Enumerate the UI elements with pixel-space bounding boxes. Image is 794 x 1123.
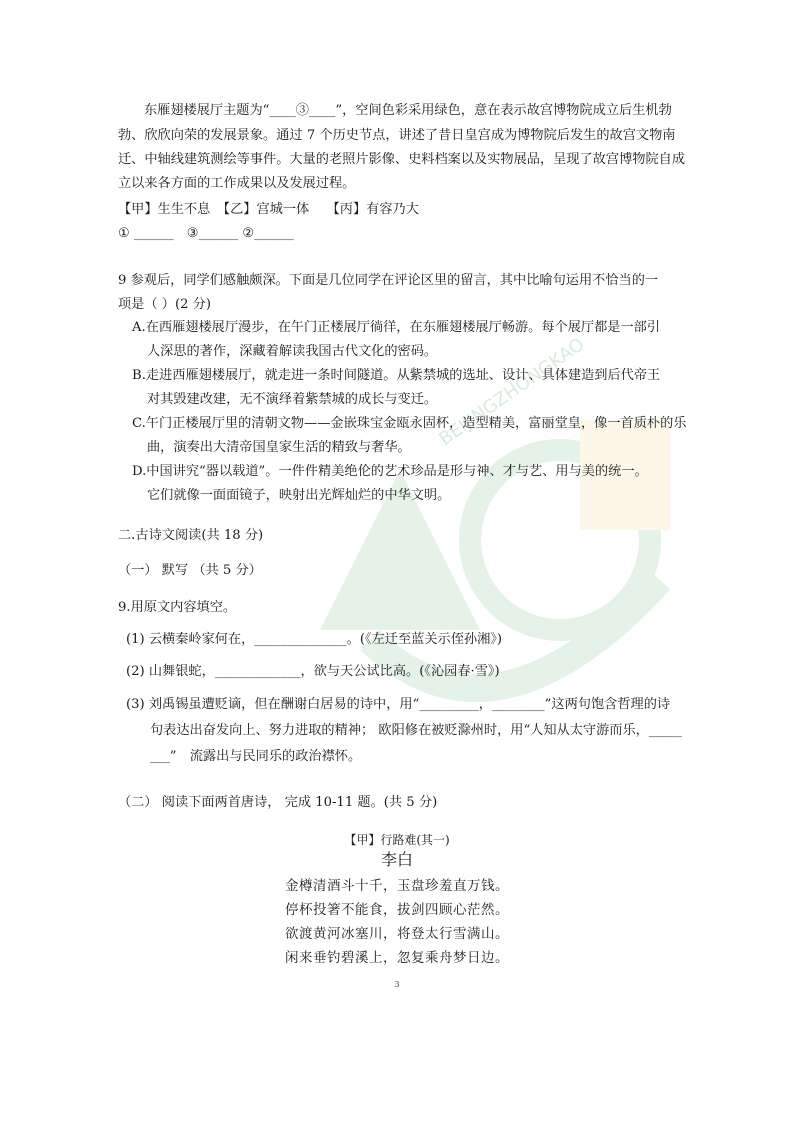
poem-line: 金樽清酒斗十千，玉盘珍羞直万钱。 xyxy=(285,878,509,894)
fill-item-2: (2) 山舞银蛇，_____________，欲与天公试比高。(《沁园春·雪》) xyxy=(126,664,500,679)
page-number: 3 xyxy=(394,980,400,989)
option-a: A.在西雁翅楼展厅漫步，在午门正楼展厅徜徉，在东雁翅楼展厅畅游。每个展厅都是一部引 xyxy=(132,320,661,335)
fill-item-1: (1) 云横秦岭家何在，______________。(《左迁至蓝关示侄孙湘》) xyxy=(126,632,503,647)
subsection-title: （二） 阅读下面两首唐诗， 完成 10-11 题。(共 5 分) xyxy=(118,795,438,810)
passage-line: 迁、中轴线建筑测绘等事件。大量的老照片影像、史料档案以及实物展品，呈现了故宫博物院自成 xyxy=(118,152,686,167)
poem-line: 欲渡黄河冰塞川，将登太行雪满山。 xyxy=(285,926,509,942)
section-title: 二.古诗文阅读(共 18 分) xyxy=(118,528,264,543)
answer-blanks[interactable]: ① ______ ③______ ②______ xyxy=(118,226,294,241)
option-a: 人深思的著作，深藏着解读我国古代文化的密码。 xyxy=(147,344,438,359)
watermark-text: BEIJINGZHONGKAO xyxy=(435,334,589,450)
option-c: 曲，演奏出大清帝国皇家生活的精致与奢华。 xyxy=(147,440,411,455)
fill-item-3: ___” 流露出与民同乐的政治襟怀。 xyxy=(150,749,362,764)
choices-line: 【甲】生生不息 【乙】宫城一体 【丙】有容乃大 xyxy=(118,202,419,217)
option-b: 对其毁建改建，无不演绎着紫禁城的成长与变迁。 xyxy=(147,392,438,407)
poem-title: 【甲】行路难(其一) xyxy=(344,833,450,847)
option-d: D.中国讲究“器以载道”。一件件精美绝伦的艺术珍品是形与神、才与艺、用与美的统一。 xyxy=(132,464,648,479)
option-b: B.走进西雁翅楼展厅，就走进一条时间隧道。从紫禁城的选址、设计、具体建造到后代帝王 xyxy=(132,368,661,383)
question-title: 9.用原文内容填空。 xyxy=(118,600,237,615)
q9-stem: 项是（ ）(2 分) xyxy=(118,297,212,312)
passage-line: 勃、欣欣向荣的发展景象。通过 7 个历史节点，讲述了昔日皇宫成为博物院后发生的故宫文物南 xyxy=(118,128,676,143)
fill-item-3: (3) 刘禹锡虽遭贬谪，但在酬谢白居易的诗中，用“_________，________”这两句饱含哲理的诗 xyxy=(126,697,671,712)
q9-stem: 9 参观后，同学们感触颇深。下面是几位同学在评论区里的留言，其中比喻句运用不恰当的一 xyxy=(118,273,659,288)
option-d: 它们就像一面面镜子，映射出光辉灿烂的中华文明。 xyxy=(147,488,451,503)
poem-line: 停杯投箸不能食，拔剑四顾心茫然。 xyxy=(285,902,509,918)
fill-item-3: 句表达出奋发向上、努力进取的精神； 欧阳修在被贬滁州时，用“人知从太守游而乐，_____ xyxy=(150,723,682,738)
poem-line: 闲来垂钓碧溪上，忽复乘舟梦日边。 xyxy=(285,950,509,966)
passage-line: 立以来各方面的工作成果以及发展过程。 xyxy=(118,176,356,191)
option-c: C.午门正楼展厅里的清朝文物——金嵌珠宝金瓯永固杯，造型精美，富丽堂皇，像一首质朴的乐 xyxy=(132,416,687,431)
passage-line: 东雁翅楼展厅主题为“____③____”，空间色彩采用绿色，意在表示故宫博物院成立后生机勃 xyxy=(144,103,672,118)
poem-author: 李白 xyxy=(380,850,413,869)
subsection-title: （一） 默写 （共 5 分） xyxy=(118,563,262,578)
